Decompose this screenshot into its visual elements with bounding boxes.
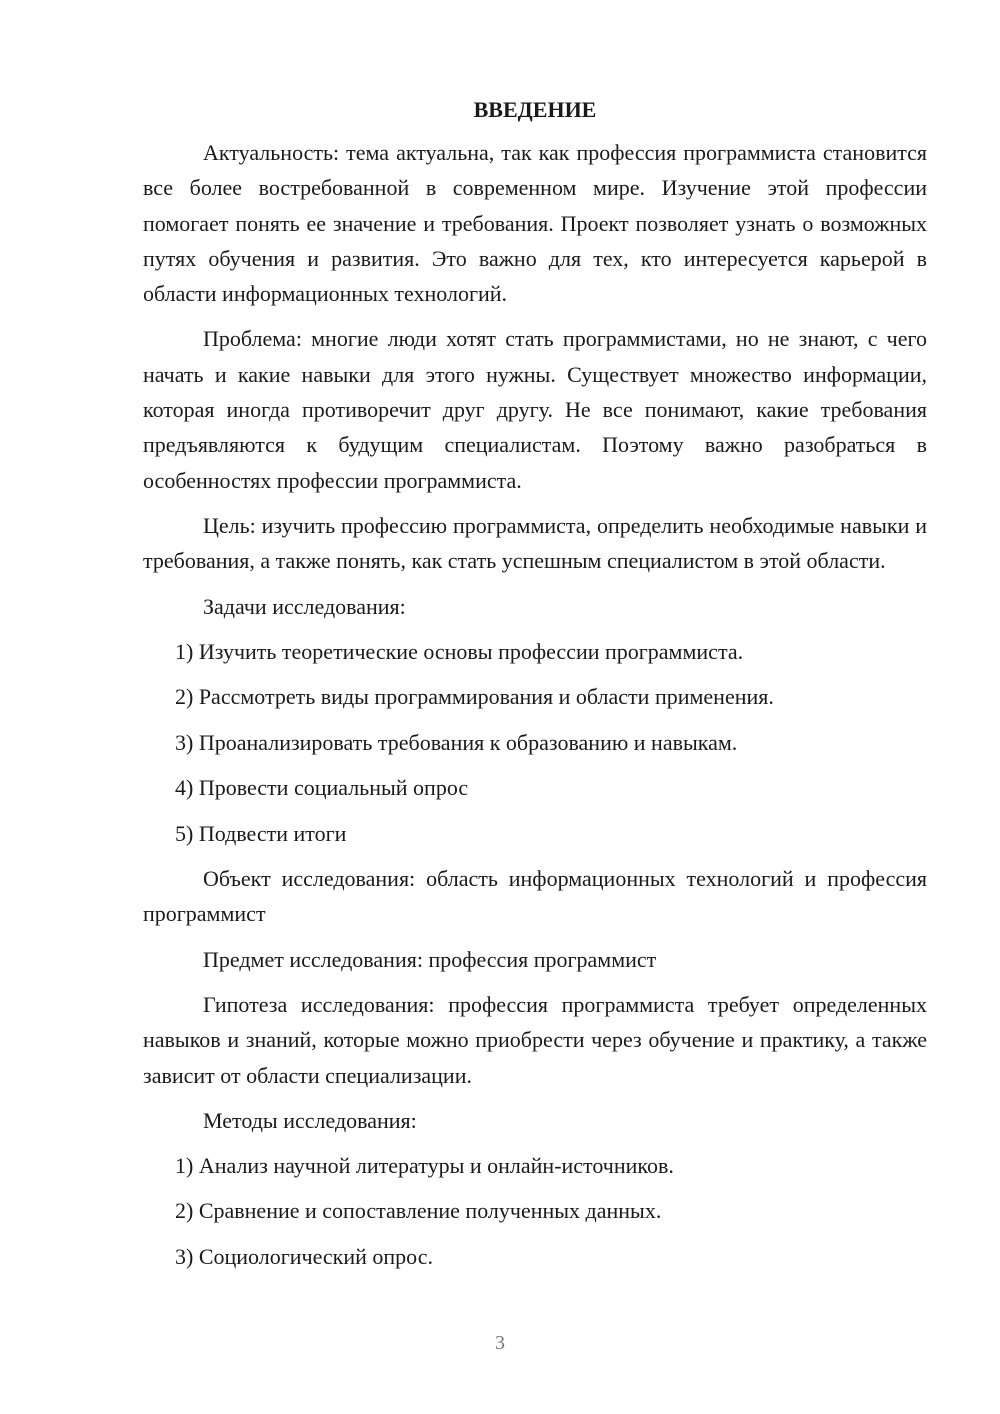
tasks-list-item: 1) Изучить теоретические основы профессии программиста. bbox=[175, 638, 744, 664]
goal-paragraph: Цель: изучить профессию программиста, определить необходимые навыки и требования, а также понять, как стать успешным специалистом в этой области. bbox=[143, 512, 927, 574]
tasks-list-item: 4) Провести социальный опрос bbox=[175, 775, 469, 801]
relevance-paragraph: Актуальность: тема актуальна, так как профессия программиста становится все более востребованной в современном мире. Изучение этой профессии помогает понять ее значение и требования. Проект позволяет узнать о возможных путях обучения и развития. Это важно для тех, кто интересуется карьерой в области информационных технологий. bbox=[143, 140, 927, 307]
subject-paragraph: Предмет исследования: профессия программист bbox=[203, 946, 657, 972]
tasks-list-item: 3) Проанализировать требования к образованию и навыкам. bbox=[175, 729, 738, 755]
tasks-label: Задачи исследования: bbox=[203, 593, 406, 619]
methods-list-item: 1) Анализ научной литературы и онлайн-источников. bbox=[175, 1152, 674, 1178]
problem-paragraph: Проблема: многие люди хотят стать программистами, но не знают, с чего начать и какие навыки для этого нужны. Существует множество информации, которая иногда противоречит друг другу. Не все понимают, какие требования предъявляются к будущим специалистам. Поэтому важно разобраться в особенностях профессии программиста. bbox=[143, 326, 927, 493]
methods-label: Методы исследования: bbox=[203, 1107, 417, 1133]
methods-list-item: 2) Сравнение и сопоставление полученных данных. bbox=[175, 1198, 662, 1224]
tasks-list-item: 2) Рассмотреть виды программирования и области применения. bbox=[175, 684, 774, 710]
methods-list-item: 3) Социологический опрос. bbox=[175, 1243, 433, 1269]
tasks-list-item: 5) Подвести итоги bbox=[175, 820, 347, 846]
page-number: 3 bbox=[495, 1332, 505, 1354]
object-paragraph: Объект исследования: область информационных технологий и профессия программист bbox=[143, 866, 927, 927]
page-title: ВВЕДЕНИЕ bbox=[473, 97, 597, 122]
page-content bbox=[143, 94, 927, 1284]
hypothesis-paragraph: Гипотеза исследования: профессия программиста требует определенных навыков и знаний, которые можно приобрести через обучение и практику, а также зависит от области специализации. bbox=[143, 991, 927, 1088]
